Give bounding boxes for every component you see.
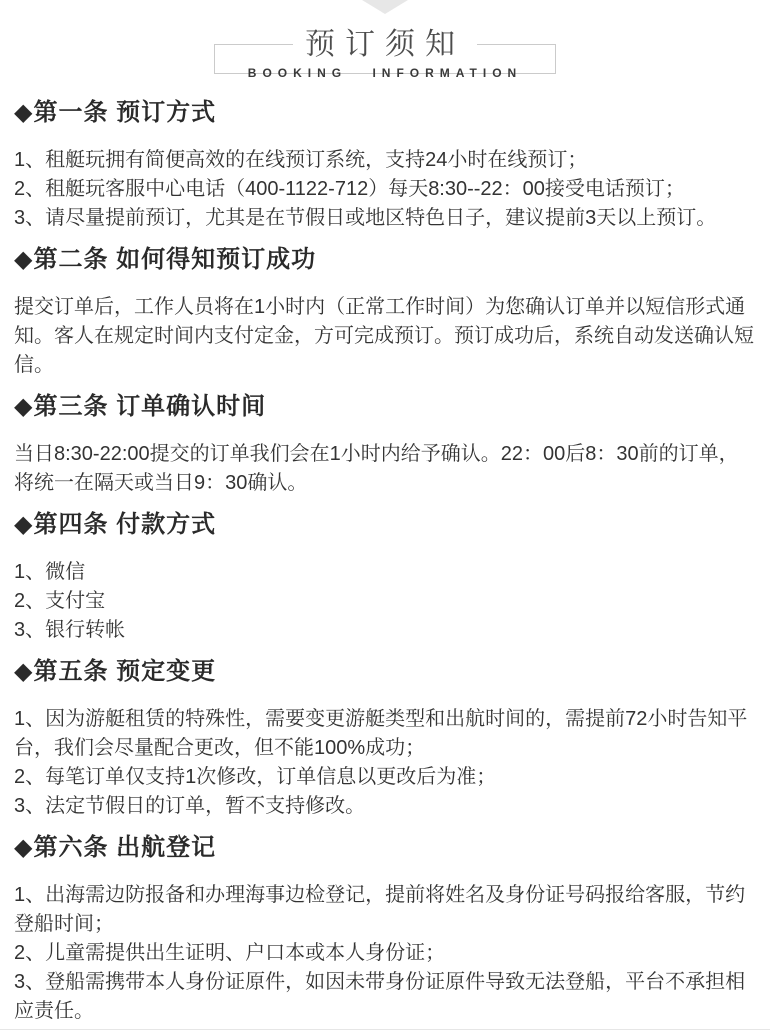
list-item: 3、法定节假日的订单，暂不支持修改。 bbox=[14, 795, 366, 817]
section-body bbox=[14, 440, 756, 498]
section-reservation-change bbox=[14, 657, 756, 821]
diamond-bullet-icon: ◆ bbox=[14, 511, 34, 538]
list-item: 1、租艇玩拥有简便高效的在线预订系统，支持24小时在线预订； bbox=[14, 149, 588, 171]
section-title-text: 第五条 预定变更 bbox=[33, 658, 217, 685]
section-booking-confirmation bbox=[14, 245, 756, 380]
section-heading bbox=[14, 98, 756, 128]
diamond-bullet-icon: ◆ bbox=[14, 658, 34, 685]
bottom-divider bbox=[0, 1029, 770, 1030]
section-payment-method bbox=[14, 510, 756, 645]
clause-paragraph: 提交订单后，工作人员将在1小时内（正常工作时间）为您确认订单并以短信形式通知。客人在规定时间内支付定金，方可完成预订。预订成功后，系统自动发送确认短信。 bbox=[14, 296, 754, 376]
section-title-text: 第二条 如何得知预订成功 bbox=[33, 246, 317, 273]
section-body bbox=[14, 293, 756, 380]
section-heading bbox=[14, 392, 756, 422]
diamond-bullet-icon: ◆ bbox=[14, 99, 34, 126]
section-order-confirm-time bbox=[14, 392, 756, 498]
section-body bbox=[14, 705, 756, 821]
section-departure-registration bbox=[14, 833, 756, 1026]
page-subtitle: BOOKING INFORMATION bbox=[247, 66, 523, 80]
list-item: 3、请尽量提前预订，尤其是在节假日或地区特色日子，建议提前3天以上预订。 bbox=[14, 207, 717, 229]
section-booking-method bbox=[14, 98, 756, 233]
diamond-bullet-icon: ◆ bbox=[14, 834, 34, 861]
section-heading bbox=[14, 833, 756, 863]
collapse-triangle-icon bbox=[362, 0, 408, 14]
title-frame bbox=[214, 28, 556, 80]
list-item: 3、银行转帐 bbox=[14, 619, 126, 641]
section-title-text: 第四条 付款方式 bbox=[33, 511, 217, 538]
diamond-bullet-icon: ◆ bbox=[14, 393, 34, 420]
list-item: 1、微信 bbox=[14, 561, 86, 583]
section-heading bbox=[14, 657, 756, 687]
list-item: 2、支付宝 bbox=[14, 590, 106, 612]
section-body bbox=[14, 881, 756, 1026]
section-title-text: 第六条 出航登记 bbox=[33, 834, 217, 861]
list-item: 2、租艇玩客服中心电话（400-1122-712）每天8:30--22：00接受电话预订； bbox=[14, 178, 685, 200]
section-title-text: 第三条 订单确认时间 bbox=[33, 393, 267, 420]
section-body bbox=[14, 558, 756, 645]
clause-paragraph: 当日8:30-22:00提交的订单我们会在1小时内给予确认。22：00后8：30前的订单，将统一在隔天或当日9：30确认。 bbox=[14, 443, 739, 494]
list-item: 3、登船需携带本人身份证原件，如因未带身份证原件导致无法登船，平台不承担相应责任。 bbox=[14, 971, 746, 1022]
section-body bbox=[14, 146, 756, 233]
list-item: 1、因为游艇租赁的特殊性，需要变更游艇类型和出航时间的，需提前72小时告知平台，我们会尽量配合更改，但不能100%成功； bbox=[14, 708, 748, 759]
list-item: 1、出海需边防报备和办理海事边检登记，提前将姓名及身份证号码报给客服，节约登船时间； bbox=[14, 884, 746, 935]
section-title-text: 第一条 预订方式 bbox=[33, 99, 217, 126]
section-heading bbox=[14, 510, 756, 540]
page-header bbox=[14, 28, 756, 80]
list-item: 2、每笔订单仅支持1次修改，订单信息以更改后为准； bbox=[14, 766, 497, 788]
page-title: 预订须知 bbox=[293, 28, 477, 62]
section-heading bbox=[14, 245, 756, 275]
diamond-bullet-icon: ◆ bbox=[14, 246, 34, 273]
list-item: 2、儿童需提供出生证明、户口本或本人身份证； bbox=[14, 942, 446, 964]
